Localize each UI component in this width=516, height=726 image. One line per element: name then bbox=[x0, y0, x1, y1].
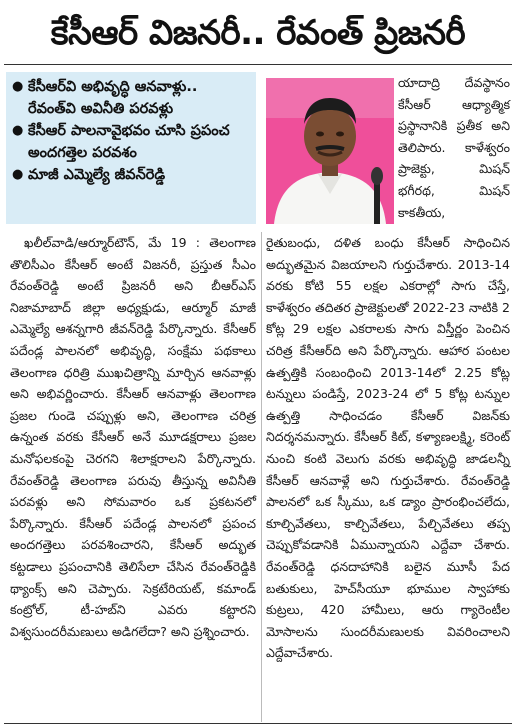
bottom-divider bbox=[4, 723, 512, 724]
highlight-item bbox=[12, 76, 250, 120]
bullet-icon: ● bbox=[12, 79, 24, 94]
bullet-icon: ● bbox=[12, 167, 24, 182]
highlight-text: కేసీఆర్‌వి అభివృద్ధి ఆనవాళ్లు.. రేవంత్‌వి అవినీతి పరవళ్లు bbox=[28, 79, 198, 117]
article-column-left bbox=[10, 232, 256, 722]
highlight-text: మాజీ ఎమ్మెల్యే జీవన్‌రెడ్డి bbox=[28, 167, 166, 183]
column-divider bbox=[261, 232, 262, 722]
highlights-box bbox=[6, 72, 256, 224]
article-column-right bbox=[266, 232, 510, 722]
article-paragraph: ఖలీల్‌వాడి/ఆర్మూర్‌టౌన్, మే 19 : తెలంగాణ తొలిసీఎం కేసీఆర్ అంటే విజనరీ, ప్రస్తుత సీఎం రేవంత్‌రెడ్డి అంటే ప్రిజనరీ అని బీఆర్‌ఎస్ నిజామాబాద్ జిల్లా అధ్యక్షుడు, ఆర్మూర్ మాజీ ఎమ్మెల్యే ఆశన్నగారి జీవన్‌రెడ్డి పేర్కొన్నారు. కేసీఆర్ పదేండ్ల పాలనలో అభివృద్ధి, సంక్షేమ పథకాలు తెలంగాణ ధరిత్రి ముఖచిత్రాన్ని మార్చిన ఆనవాళ్లు అని అభివర్ణించారు. కేసీఆర్ ఆనవాళ్లు తెలంగాణ ప్రజల గుండె చప్పుళ్లు అని, తెలంగాణ చరిత్ర ఉన్నంత వరకు కేసీఆర్ అనే మూడక్షరాలు ప్రజల మనోఫలకంపై చెరగని శిలాక్షరాలని పేర్కొన్నారు. రేవంత్‌రెడ్డి తెలంగాణ పరువు తీస్తున్న అవినీతి పరవళ్లు అని సోమవారం ఒక ప్రకటనలో పేర్కొన్నారు. కేసీఆర్ పదేండ్ల పాలనలో ప్రపంచ అందగత్తెలు పరవశించారని, కేసీఆర్ అద్భుత కట్టడాలు ప్రపంచానికి తెలిసేలా చేసిన రేవంత్‌రెడ్డికి థ్యాంక్స్ అని చెప్పారు. సెక్రటేరియట్, కమాండ్ కంట్రోల్, టీ-హబ్‌ని ఎవరు కట్టారని విశ్వసుందరీమణులు అడిగలేదా? అని ప్రశ్నించారు. bbox=[10, 235, 256, 639]
speaker-photo bbox=[266, 78, 394, 224]
highlight-item bbox=[12, 120, 250, 164]
speaker-photo-illustration bbox=[266, 78, 394, 224]
headline-divider bbox=[4, 64, 512, 65]
highlight-item bbox=[12, 164, 250, 186]
headline: కేసీఆర్ విజనరీ.. రేవంత్ ప్రిజనరీ bbox=[50, 13, 466, 53]
bullet-icon: ● bbox=[12, 123, 24, 138]
article-column-right-top bbox=[398, 72, 510, 232]
highlight-text: కేసీఆర్ పాలనావైభవం చూసి ప్రపంచ అందగత్తెల పరవశం bbox=[28, 123, 230, 161]
article-paragraph: యాదాద్రి దేవస్థానం కేసీఆర్ ఆధ్యాత్మిక ప్రస్థానానికి ప్రతీక అని తెలిపారు. కాళేశ్వరం ప్రాజెక్టు, మిషన్ భగీరథ, మిషన్ కాకతీయ, bbox=[398, 75, 510, 220]
article-paragraph: రైతుబంధు, దళిత బంధు కేసీఆర్ సాధించిన అద్భుతమైన విజయాలని గుర్తుచేశారు. 2013-14 వరకు కోటి 55 లక్షల ఎకరాల్లో సాగు చేస్తే, కాళేశ్వరం తదితర ప్రాజెక్టులతో 2022-23 నాటికి 2 కోట్ల 29 లక్షల ఎకరాలకు సాగు విస్తీర్ణం పెంచిన చరిత్ర కేసీఆర్‌ది అని పేర్కొన్నారు. ఆహార పంటల ఉత్పత్తికి సంబంధించి 2013-14లో 2.25 కోట్ల టన్నులు పండిస్తే, 2023-24 లో 5 కోట్ల టన్నుల ఉత్పత్తి సాధించడం కేసీఆర్ విజన్‌కు నిదర్శనమన్నారు. కేసీఆర్ కిట్, కళ్యాణలక్ష్మి, కరెంట్ నుంచి కంటి వెలుగు వరకు అభివృద్ధి జాడలన్నీ కేసీఆర్ ఆనవాళ్లే అని గుర్తుచేశారు. రేవంత్‌రెడ్డి పాలనలో ఒక స్కీము, ఒక డ్యాం ప్రారంభించలేదు, కూల్చివేతలు, కాల్చివేతలు, పేల్చివేతలు తప్ప చెప్పుకోవడానికి ఏమున్నాయని ఎద్దేవా చేశారు. రేవంత్‌రెడ్డి ధనదాహానికి బలైన మూసీ పేద బతుకులు, హెచ్‌సీయూ భూముల స్వాహాకు కుట్రలు, 420 హామీలు, ఆరు గ్యారెంటీల మోసాలను సుందరీమణులకు వివరించాలని ఎద్దేవాచేశారు. bbox=[266, 235, 510, 661]
